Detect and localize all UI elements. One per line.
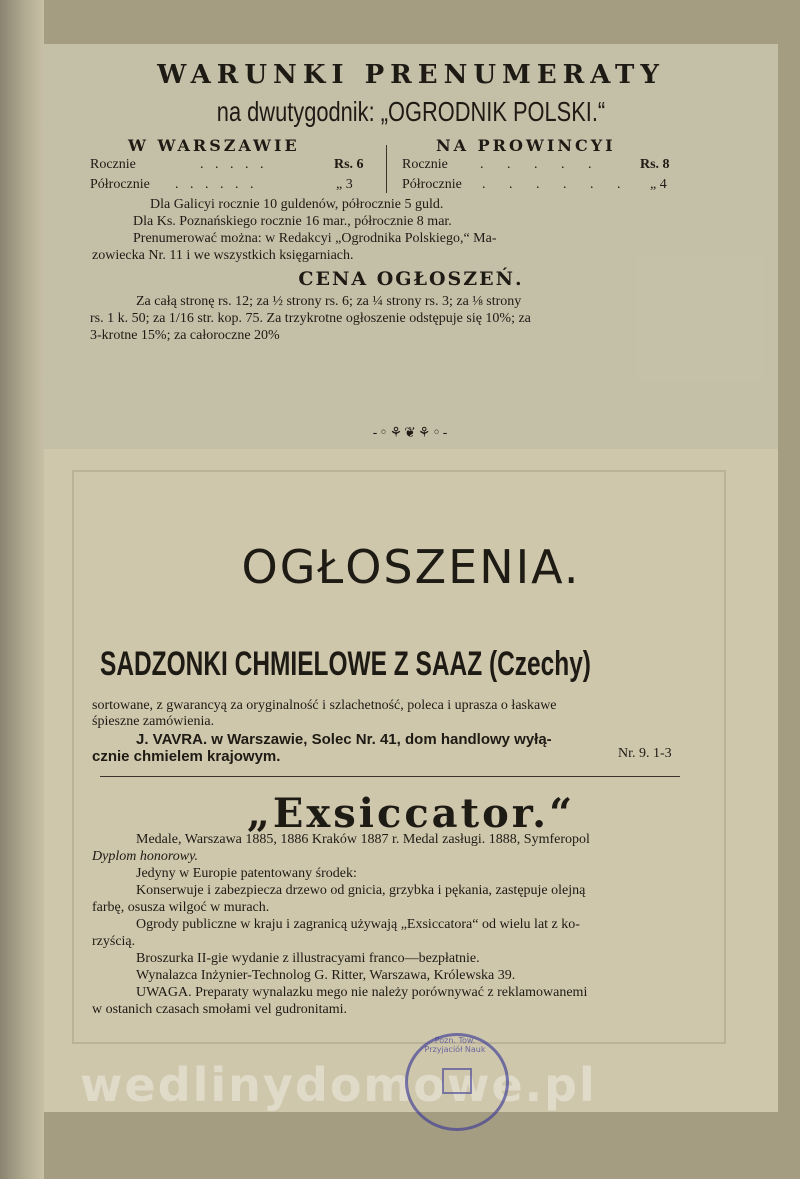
cena-line: 3-krotne 15%; za całoroczne 20% bbox=[90, 328, 280, 343]
prenumerata-info: zowiecka Nr. 11 i we wszystkich księgarniach. bbox=[92, 248, 354, 263]
exsiccator-line: UWAGA. Preparaty wynalazku mego nie należy porównywać z reklamowanemi bbox=[136, 985, 588, 1000]
cena-line: Za całą stronę rs. 12; za ½ strony rs. 6; za ¼ strony rs. 3; za ⅛ strony bbox=[136, 294, 522, 309]
column-divider bbox=[386, 145, 387, 193]
warszawa-row-value: Rs. 6 bbox=[334, 157, 364, 172]
exsiccator-line: w ostanich czasach smołami vel gudronitami. bbox=[92, 1002, 348, 1017]
warszawa-row-value: „ 3 bbox=[336, 177, 353, 192]
prowincja-heading: NA PROWINCYI bbox=[436, 136, 616, 155]
ad-hops-ref: Nr. 9. 1-3 bbox=[618, 746, 672, 761]
prowincja-row-label: Półrocznie bbox=[402, 177, 462, 192]
exsiccator-line: Medale, Warszawa 1885, 1886 Kraków 1887 r. Medal zasługi. 1888, Symferopol bbox=[136, 832, 590, 847]
prowincja-row-label: Rocznie bbox=[402, 157, 448, 172]
warszawa-row-dots: . . . . . bbox=[200, 157, 268, 172]
ad-hops-title: SADZONKI CHMIELOWE Z SAAZ (Czechy) bbox=[100, 645, 591, 683]
prenumerata-info: Prenumerować można: w Redakcyi „Ogrodnika Polskiego,“ Ma- bbox=[133, 231, 497, 246]
ad-hops-text: śpieszne zamówienia. bbox=[92, 714, 215, 729]
exsiccator-line: Ogrody publiczne w kraju i zagranicą używają „Exsiccatora“ od wielu lat z ko- bbox=[136, 917, 580, 932]
ad-hops-text: sortowane, z gwarancyą za oryginalność i szlachetność, poleca i uprasza o łaskawe bbox=[92, 698, 557, 713]
exsiccator-line: Konserwuje i zabezpiecza drzewo od gnicia, grzybka i pękania, zastępuje olejną bbox=[136, 883, 586, 898]
watermark: wedlinydomowe.pl bbox=[80, 1058, 597, 1112]
ad-hops-address: J. VAVRA. w Warszawie, Solec Nr. 41, dom handlowy wyłą- bbox=[136, 731, 552, 748]
ad-hops-address: cznie chmielem krajowym. bbox=[92, 748, 281, 765]
galicja-terms: Dla Galicyi rocznie 10 guldenów, półrocznie 5 guld. bbox=[150, 197, 444, 212]
prowincja-row-dots: . . . . . . bbox=[482, 177, 631, 192]
exsiccator-line: Broszurka II-gie wydanie z illustracyami franco—bezpłatnie. bbox=[136, 951, 480, 966]
subscription-subtitle: na dwutygodnik: „OGRODNIK POLSKI.“ bbox=[216, 96, 606, 127]
binding-edge bbox=[0, 0, 44, 1179]
exsiccator-line: Dyplom honorowy. bbox=[92, 849, 199, 864]
ad-exsiccator-title: „Exsiccator.“ bbox=[246, 790, 576, 837]
warszawa-heading: W WARSZAWIE bbox=[128, 136, 300, 155]
exsiccator-line: farbę, osusza wilgoć w murach. bbox=[92, 900, 270, 915]
cena-heading: CENA OGŁOSZEŃ. bbox=[298, 268, 524, 290]
ornament: -◦⚘❦⚘◦- bbox=[372, 425, 450, 441]
exsiccator-line: rzyścią. bbox=[92, 934, 136, 949]
subscription-title: WARUNKI PRENUMERATY bbox=[157, 60, 665, 90]
cena-line: rs. 1 k. 50; za 1/16 str. kop. 75. Za trzykrotne ogłoszenie odstępuje się 10%; za bbox=[90, 311, 531, 326]
library-stamp-text: Pozn. Tow. Przyjaciół Nauk bbox=[424, 1036, 486, 1054]
poznan-terms: Dla Ks. Poznańskiego rocznie 16 mar., półrocznie 8 mar. bbox=[133, 214, 452, 229]
warszawa-row-label: Rocznie bbox=[90, 157, 136, 172]
prowincja-row-value: „ 4 bbox=[650, 177, 667, 192]
exsiccator-line: Wynalazca Inżynier-Technolog G. Ritter, Warszawa, Królewska 39. bbox=[136, 968, 516, 983]
library-stamp-inner bbox=[442, 1068, 472, 1094]
warszawa-row-dots: . . . . . . bbox=[175, 177, 258, 192]
prowincja-row-value: Rs. 8 bbox=[640, 157, 670, 172]
warszawa-row-label: Półrocznie bbox=[90, 177, 150, 192]
section-divider bbox=[100, 776, 680, 777]
exsiccator-line: Jedyny w Europie patentowany środek: bbox=[136, 866, 357, 881]
prowincja-row-dots: . . . . . bbox=[480, 157, 602, 172]
ogloszenia-heading: OGŁOSZENIA. bbox=[241, 540, 581, 594]
